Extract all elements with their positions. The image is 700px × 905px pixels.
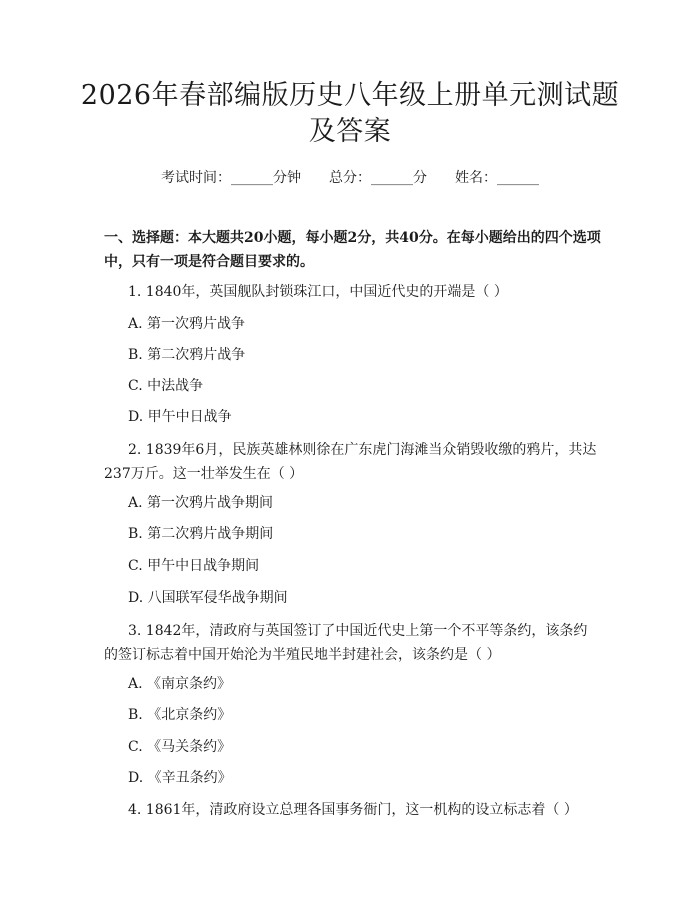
answer-option: C. 甲午中日战争期间 [128, 558, 260, 574]
question-stem: 1. 1840年，英国舰队封锁珠江口，中国近代史的开端是（ ） [128, 284, 508, 300]
exam-time-field: 考试时间：______分钟 [161, 170, 301, 186]
answer-option: D. 甲午中日战争 [128, 409, 232, 425]
answer-option: A. 第一次鸦片战争 [128, 316, 246, 332]
answer-option: A. 第一次鸦片战争期间 [128, 495, 274, 511]
question-stem: 4. 1861年，清政府设立总理各国事务衙门，这一机构的设立标志着（ ） [128, 802, 578, 818]
answer-option: B. 《北京条约》 [128, 707, 232, 723]
section-heading: 一、选择题：本大题共20小题，每小题2分，共40分。在每小题给出的四个选项中，只有一项是符合题目要求的。 [104, 230, 601, 270]
total-score-field: 总分：______分 [329, 170, 427, 186]
answer-option: D. 《辛丑条约》 [128, 770, 232, 786]
answer-option: A. 《南京条约》 [128, 676, 232, 692]
student-name-field: 姓名：______ [455, 170, 539, 186]
exam-meta [0, 168, 700, 188]
answer-option: C. 中法战争 [128, 378, 204, 394]
answer-option: B. 第二次鸦片战争 [128, 347, 246, 363]
answer-option: D. 八国联军侵华战争期间 [128, 590, 288, 606]
question-stem: 2. 1839年6月，民族英雄林则徐在广东虎门海滩当众销毁收缴的鸦片，共达237万斤。这一壮举发生在（ ） [104, 442, 597, 482]
question-stem: 3. 1842年，清政府与英国签订了中国近代史上第一个不平等条约，该条约的签订标志着中国开始沦为半殖民地半封建社会，该条约是（ ） [104, 623, 588, 663]
answer-option: B. 第二次鸦片战争期间 [128, 526, 274, 542]
answer-option: C. 《马关条约》 [128, 739, 232, 755]
page-title: 2026年春部编版历史八年级上册单元测试题及答案 [80, 80, 620, 147]
